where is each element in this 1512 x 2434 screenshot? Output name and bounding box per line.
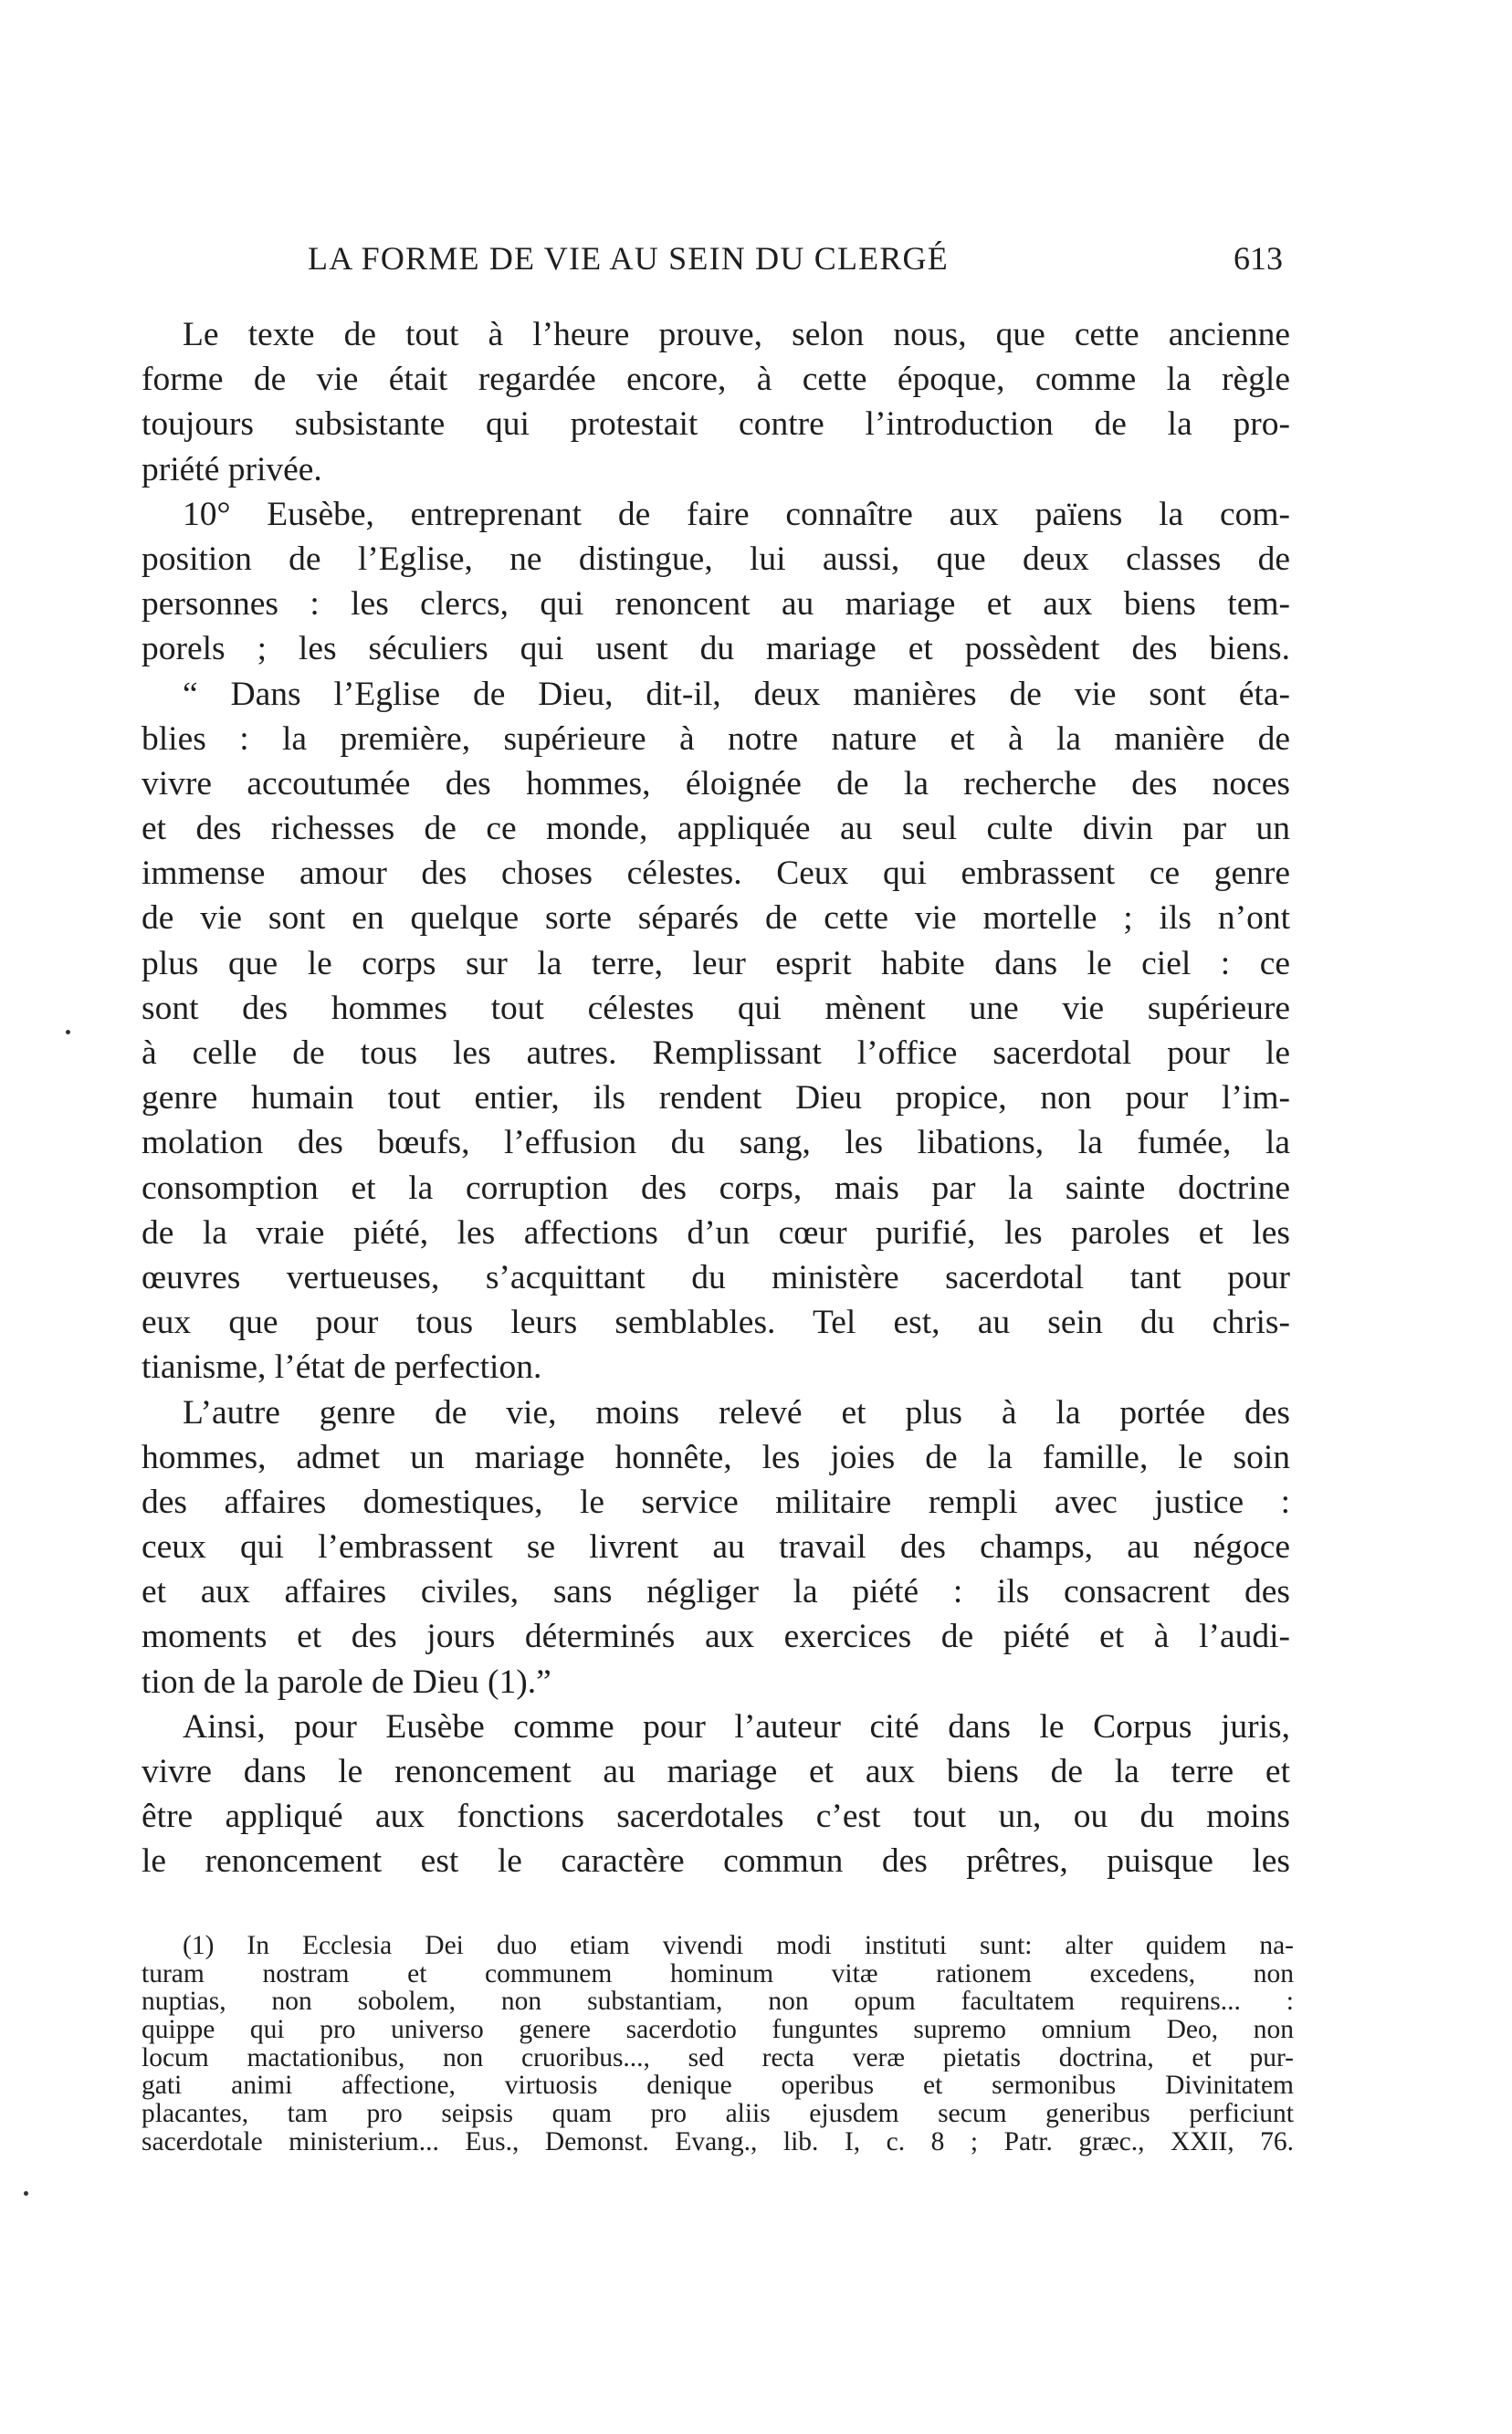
footnote-line: nuptias, non sobolem, non substantiam, non opum facultatem requirens... : [142,1988,1294,2017]
text-line: de la vraie piété, les affections d’un cœur purifié, les paroles et les [142,1213,1290,1252]
text-line: priété privée. [142,450,322,488]
body-text [142,312,1290,1884]
text-line: hommes, admet un mariage honnête, les joies de la famille, le soin [142,1438,1290,1476]
text-line: à celle de tous les autres. Remplissant l’office sacerdotal pour le [142,1034,1290,1072]
text-line: et des richesses de ce monde, appliquée au seul culte divin par un [142,810,1290,848]
running-title: LA FORME DE VIE AU SEIN DU CLERGÉ [308,240,949,277]
footnote-line: locum mactationibus, non cruoribus..., sed recta veræ pietatis doctrina, et pur- [142,2043,1294,2072]
text-line: L’autre genre de vie, moins relevé et plus à la portée des [183,1393,1290,1432]
text-line: tion de la parole de Dieu (1).” [142,1663,551,1701]
footnote-line: turam nostram et communem hominum vitæ rationem excedens, non [142,1959,1294,1988]
text-line: ceux qui l’embrassent se livrent au travail des champs, au négoce [142,1528,1290,1567]
text-line: genre humain tout entier, ils rendent Dieu propice, non pour l’im- [142,1079,1290,1117]
text-line: de vie sont en quelque sorte séparés de cette vie mortelle ; ils n’ont [142,899,1290,938]
text-line: œuvres vertueuses, s’acquittant du ministère sacerdotal tant pour [142,1258,1290,1296]
text-line: immense amour des choses célestes. Ceux qui embrassent ce genre [142,855,1290,893]
text-line: Le texte de tout à l’heure prouve, selon nous, que cette ancienne [183,316,1290,353]
text-line: blies : la première, supérieure à notre nature et à la manière de [142,719,1290,758]
footnote-line: gati animi affectione, virtuosis denique operibus et sermonibus Divinitatem [142,2072,1294,2101]
text-line: personnes : les clercs, qui renoncent au mariage et aux biens tem- [142,585,1290,624]
text-line: porels ; les séculiers qui usent du mariage et possèdent des biens. [142,630,1290,668]
text-line: consomption et la corruption des corps, mais par la sainte doctrine [142,1169,1290,1207]
text-line: molation des bœufs, l’effusion du sang, les libations, la fumée, la [142,1124,1290,1162]
text-line: Ainsi, pour Eusèbe comme pour l’auteur cité dans le Corpus juris, [183,1707,1290,1746]
text-line: toujours subsistante qui protestait contre l’introduction de la pro- [142,405,1290,444]
text-line: moments et des jours déterminés aux exercices de piété et à l’audi- [142,1618,1290,1656]
text-line: sont des hommes tout célestes qui mènent une vie supérieure [142,989,1290,1027]
page-number: 613 [1234,240,1283,277]
footnote-line: placantes, tam pro seipsis quam pro aliis ejusdem secum generibus perficiunt [142,2100,1294,2128]
text-line: vivre dans le renoncement au mariage et aux biens de la terre et [142,1753,1290,1790]
text-line: tianisme, l’état de perfection. [142,1348,542,1387]
scan-speck [24,2191,28,2196]
footnote-line: quippe qui pro universo genere sacerdotio funguntes supremo omnium Deo, non [142,2016,1294,2044]
footnote-line: sacerdotale ministerium... Eus., Demonst. Evang., lib. I, c. 8 ; Patr. græc., XXII, 76. [142,2127,1294,2156]
running-head [142,239,1283,285]
text-line: plus que le corps sur la terre, leur esprit habite dans le ciel : ce [142,944,1290,982]
text-line: position de l’Eglise, ne distingue, lui aussi, que deux classes de [142,540,1290,578]
footnote-line: (1) In Ecclesia Dei duo etiam vivendi modi instituti sunt: alter quidem na- [183,1932,1294,1960]
text-line: et aux affaires civiles, sans négliger la piété : ils consacrent des [142,1573,1290,1611]
text-line: forme de vie était regardée encore, à cette époque, comme la règle [142,361,1290,399]
text-line: 10° Eusèbe, entreprenant de faire connaître aux païens la com- [183,495,1290,533]
text-line: “ Dans l’Eglise de Dieu, dit-il, deux manières de vie sont éta- [183,675,1290,713]
text-line: eux que pour tous leurs semblables. Tel est, au sein du chris- [142,1304,1290,1342]
scan-speck [66,1030,70,1034]
text-line: le renoncement est le caractère commun des prêtres, puisque les [142,1842,1290,1881]
text-line: vivre accoutumée des hommes, éloignée de la recherche des noces [142,764,1290,803]
text-line: être appliqué aux fonctions sacerdotales c’est tout un, ou du moins [142,1798,1290,1836]
text-line: des affaires domestiques, le service militaire rempli avec justice : [142,1483,1290,1521]
footnote [142,1932,1294,2156]
